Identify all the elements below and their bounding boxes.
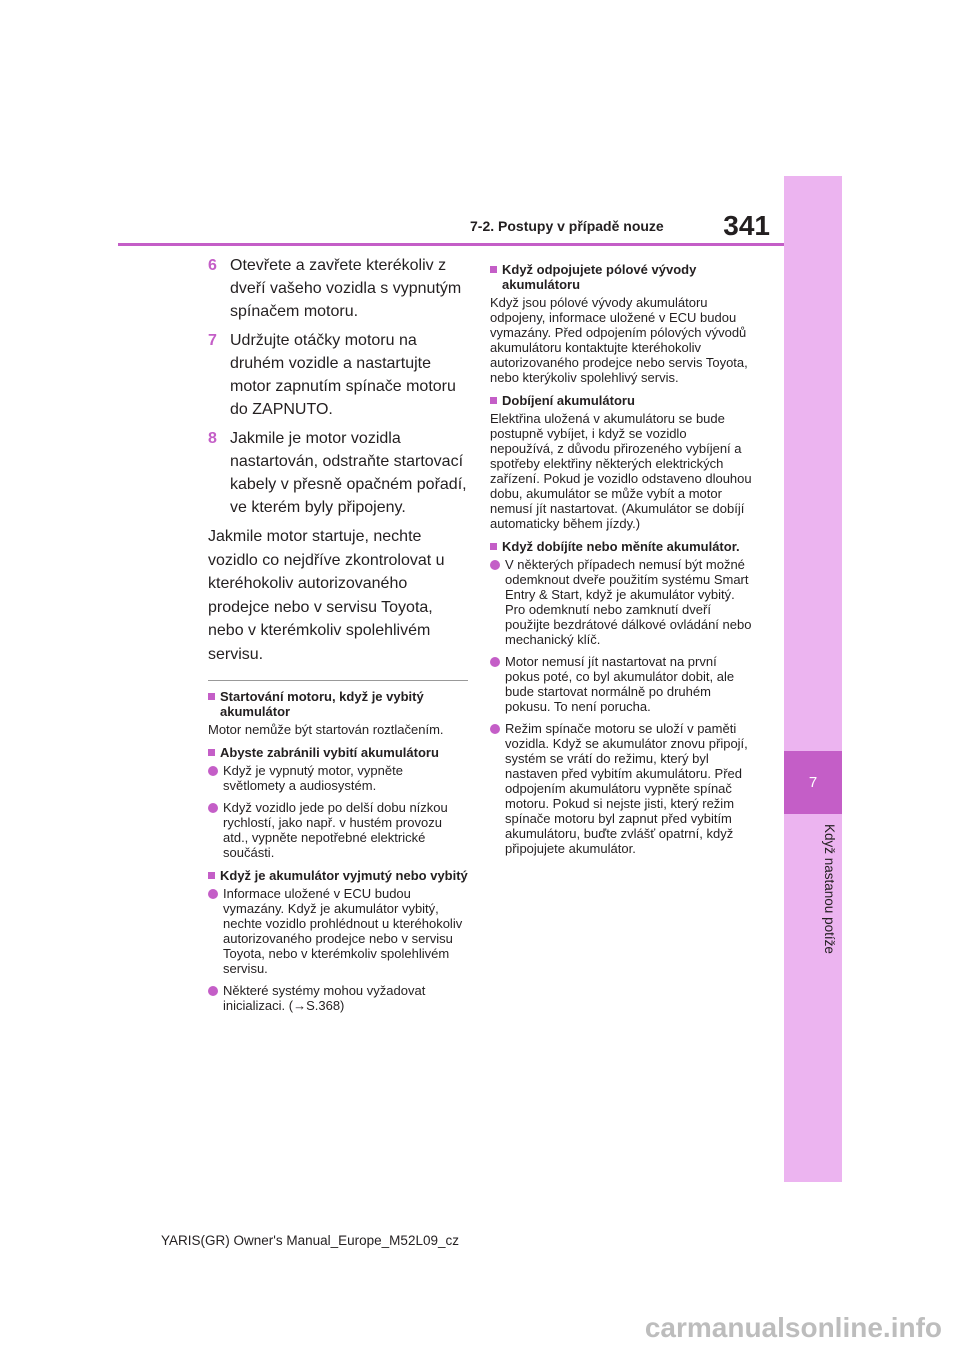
page-number: 341 bbox=[723, 210, 770, 241]
subsection-paragraph: Elektřina uložená v akumulátoru se bude postupně vybíjet, i když se vozidlo nepoužívá, z důvodu přirozeného vybíjení a spotřeby elektřiny některých elektrických zařízení. Pokud je vozidlo odstaveno dlouhou dobu, akumulátor se může vybít a motor nemusí jít nastartovat. (Akumulátor se dobíjí automaticky během jízdy.) bbox=[490, 411, 752, 531]
step bbox=[208, 427, 468, 519]
subsection-heading-text: Když odpojujete pólové vývody akumulátoru bbox=[502, 262, 697, 292]
subsection-heading-text: Když je akumulátor vyjmutý nebo vybitý bbox=[220, 868, 468, 883]
subsection-heading bbox=[208, 868, 468, 883]
subsection-heading-text: Startování motoru, když je vybitý akumulátor bbox=[220, 689, 424, 719]
subsection-heading bbox=[208, 689, 468, 719]
subsection-paragraph: Když jsou pólové vývody akumulátoru odpojeny, informace uložené v ECU budou vymazány. Před odpojením pólových vývodů akumulátoru kontaktujte kteréhokoliv autorizovaného prodejce nebo servis Toyota, nebo kterýkoliv spolehlivý servis. bbox=[490, 295, 748, 385]
circle-bullet-icon bbox=[490, 724, 500, 734]
subsection-heading bbox=[490, 539, 752, 554]
square-bullet-icon bbox=[208, 749, 215, 756]
square-bullet-icon bbox=[208, 693, 215, 700]
circle-bullet-icon bbox=[490, 560, 500, 570]
step-number: 6 bbox=[208, 257, 217, 274]
chapter-number: 7 bbox=[808, 774, 818, 791]
circle-bullet-icon bbox=[208, 889, 218, 899]
bullet-item bbox=[490, 557, 752, 647]
subsection-paragraph: Motor nemůže být startován roztlačením. bbox=[208, 722, 444, 737]
step-text: Udržujte otáčky motoru na druhém vozidle a nastartujte motor zapnutím spínače motoru do ZAPNUTO. bbox=[230, 332, 456, 418]
bullet-text: V některých případech nemusí být možné odemknout dveře použitím systému Smart Entry & Start, když je akumulátor vybitý. Pro odemknutí nebo zamknutí dveří použijte bezdrátové dálkové ovládání nebo mechanický klíč. bbox=[505, 557, 752, 647]
bullet-item bbox=[208, 800, 468, 860]
bullet-item bbox=[208, 886, 468, 976]
subsection-heading-text: Když dobíjíte nebo měníte akumulátor. bbox=[502, 539, 740, 554]
subsection-heading bbox=[208, 745, 468, 760]
subsection-heading bbox=[490, 393, 752, 408]
circle-bullet-icon bbox=[208, 766, 218, 776]
watermark-text: carmanualsonline.info bbox=[644, 1312, 942, 1343]
chapter-title: Když nastanou potíže bbox=[822, 824, 837, 954]
step-text: Otevřete a zavřete kterékoliv z dveří vašeho vozidla s vypnutým spínačem motoru. bbox=[230, 257, 462, 320]
circle-bullet-icon bbox=[208, 986, 218, 996]
subsection-heading-text: Abyste zabránili vybití akumulátoru bbox=[220, 745, 439, 760]
step bbox=[208, 254, 468, 323]
right-column bbox=[490, 254, 752, 863]
chapter-number-box bbox=[784, 751, 842, 814]
step-number: 8 bbox=[208, 430, 217, 447]
bullet-text: Informace uložené v ECU budou vymazány. Když je akumulátor vybitý, nechte vozidlo prohlédnout u kteréhokoliv autorizovaného prodejce nebo v servisu Toyota, nebo v kterémkoliv spolehlivém servisu. bbox=[223, 886, 463, 976]
footer-manual-id: YARIS(GR) Owner's Manual_Europe_M52L09_cz bbox=[161, 1233, 459, 1248]
circle-bullet-icon bbox=[490, 657, 500, 667]
bullet-item bbox=[490, 721, 752, 856]
header-rule bbox=[118, 243, 784, 246]
square-bullet-icon bbox=[490, 543, 497, 550]
closing-paragraph: Jakmile motor startuje, nechte vozidlo co nejdříve zkontrolovat u kteréhokoliv autorizovaného prodejce nebo v servisu Toyota, nebo v kterémkoliv spolehlivém servisu. bbox=[208, 528, 445, 663]
subsection-heading-text: Dobíjení akumulátoru bbox=[502, 393, 635, 408]
subsection-heading bbox=[490, 262, 752, 292]
bullet-text: Režim spínače motoru se uloží v paměti vozidla. Když se akumulátor znovu připojí, systém se vrátí do režimu, který byl nastaven před vybitím akumulátoru. Před odpojením akumulátoru vypněte spínač motoru. Pokud si nejste jisti, který režim spínače motoru byl zapnut před vybitím akumulátoru, buďte zvlášť opatrní, když připojujete akumulátor. bbox=[505, 721, 748, 856]
section-title: 7-2. Postupy v případě nouze bbox=[470, 218, 664, 234]
bullet-item bbox=[208, 763, 468, 793]
divider bbox=[208, 680, 468, 681]
step-number: 7 bbox=[208, 332, 217, 349]
square-bullet-icon bbox=[490, 266, 497, 273]
bullet-item bbox=[208, 983, 468, 1013]
bullet-text: Některé systémy mohou vyžadovat inicializaci. (→S.368) bbox=[223, 983, 426, 1013]
square-bullet-icon bbox=[208, 872, 215, 879]
step-text: Jakmile je motor vozidla nastartován, odstraňte startovací kabely v přesně opačném pořadí, ve kterém byly připojeny. bbox=[230, 430, 467, 516]
square-bullet-icon bbox=[490, 397, 497, 404]
bullet-text: Motor nemusí jít nastartovat na první pokus poté, co byl akumulátor dobit, ale bude startovat normálně po druhém pokusu. To není porucha. bbox=[505, 654, 735, 714]
circle-bullet-icon bbox=[208, 803, 218, 813]
bullet-text: Když vozidlo jede po delší dobu nízkou rychlostí, jako např. v hustém provozu atd., vypněte nepotřebné elektrické součásti. bbox=[223, 800, 448, 860]
left-column bbox=[208, 254, 468, 1020]
step bbox=[208, 329, 468, 421]
bullet-text: Když je vypnutý motor, vypněte světlomety a audiosystém. bbox=[223, 763, 403, 793]
bullet-item bbox=[490, 654, 752, 714]
chapter-side-tab bbox=[784, 176, 842, 1182]
